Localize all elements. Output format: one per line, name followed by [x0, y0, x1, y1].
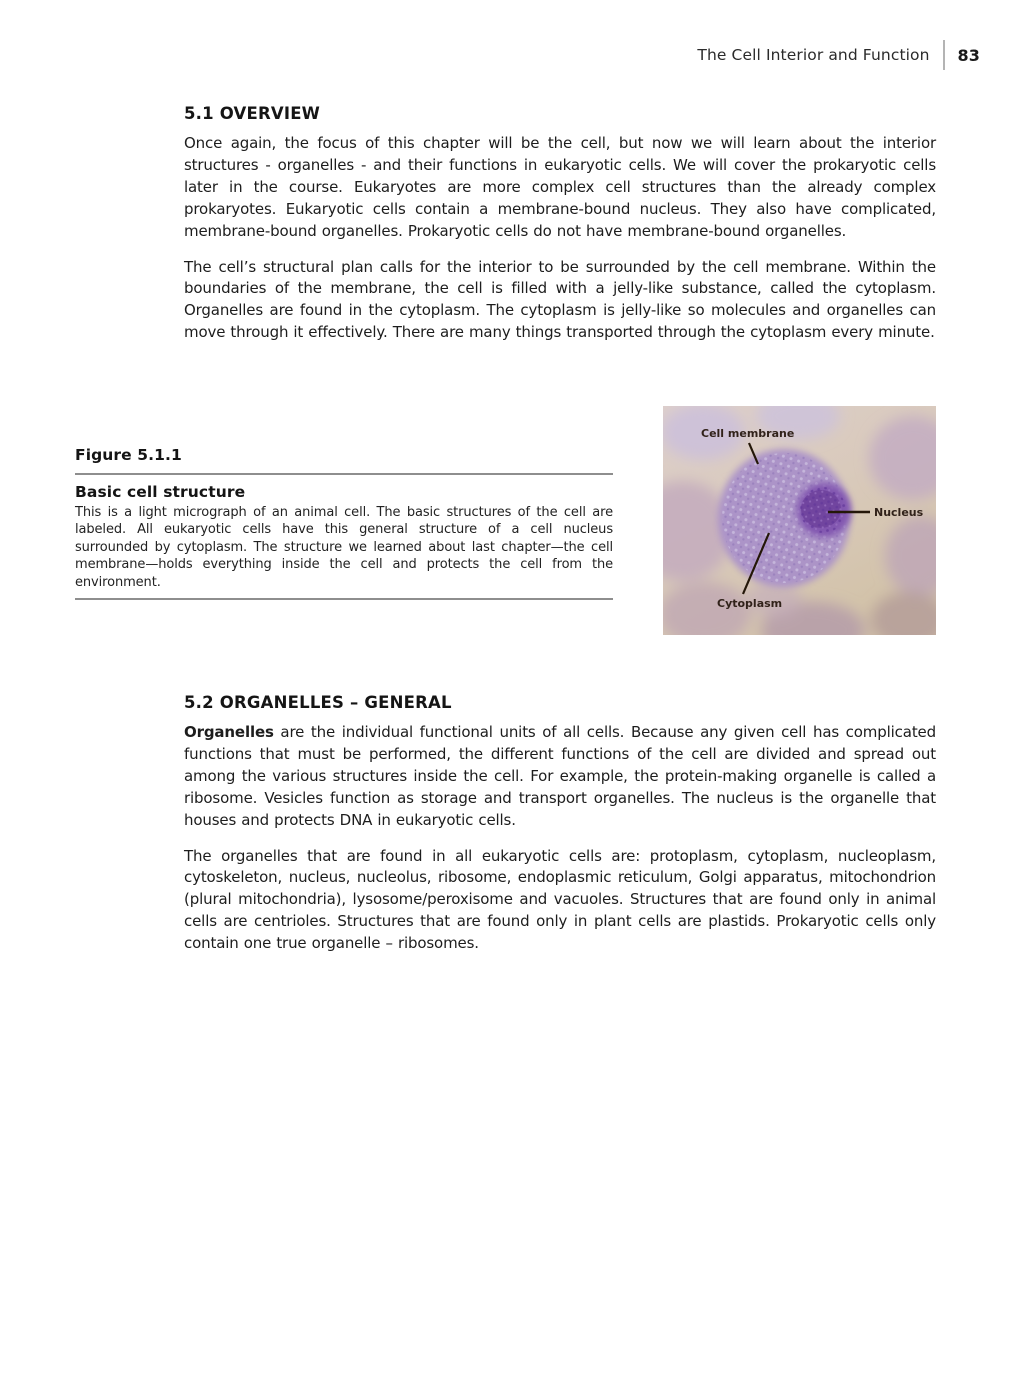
caption-rule-bottom — [75, 598, 613, 600]
section-5-2-paragraph-2: The organelles that are found in all eukaryotic cells are: protoplasm, cytoplasm, nucleoplasm, cytoskeleton, nucleus, nucleolus, ribosome, endoplasmic reticulum, Golgi apparatus, mitochondrion (plural mitochondria), lysosome/peroxisome and vacuoles. Structures that are found only in animal cells are centrioles. Structures that are found only in plant cells are plastids. Prokaryotic cells only contain one true organelle – ribosomes. — [184, 846, 936, 953]
figure-title: Basic cell structure — [75, 483, 246, 501]
section-5-1 — [184, 104, 936, 344]
section-5-1-heading: 5.1 OVERVIEW — [184, 104, 321, 123]
figure-label: Figure 5.1.1 — [75, 446, 182, 464]
section-5-2-heading: 5.2 ORGANELLES – GENERAL — [184, 693, 452, 712]
main-cell — [718, 449, 851, 587]
page-header — [697, 40, 980, 70]
section-5-1-paragraph-1: Once again, the focus of this chapter will be the cell, but now we will learn about the interior structures - organelles - and their functions in eukaryotic cells. We will cover the prokaryotic cells later in the course. Eukaryotes are more complex cell structures than the already complex prokaryotes. Eukaryotic cells contain a membrane-bound nucleus. They also have complicated, membrane-bound organelles. Prokaryotic cells do not have membrane-bound organelles. — [184, 134, 936, 240]
cytoplasm-label: Cytoplasm — [717, 597, 783, 610]
header-divider — [943, 40, 945, 70]
figure-caption-text: This is a light micrograph of an animal cell. The basic structures of the cell are labeled. All eukaryotic cells have this general structure of a cell nucleus surrounded by cytoplasm. The structure we learned about last chapter—the cell membrane—holds everything inside the cell and protects the cell from the environment. — [75, 505, 613, 590]
cell-micrograph-figure — [663, 406, 936, 635]
section-5-1-paragraph-2: The cell’s structural plan calls for the interior to be surrounded by the cell membrane. Within the boundaries of the membrane, the cell is filled with a jelly-like substance, called the cytoplasm. Organelles are found in the cytoplasm. The cytoplasm is jelly-like so molecules and organelles can move through it effectively. There are many things transported through the cytoplasm every minute. — [184, 257, 936, 342]
figure-caption-block — [75, 446, 613, 608]
cell-micrograph-image — [663, 406, 936, 635]
page-number: 83 — [957, 45, 980, 65]
section-5-2-paragraph-1 — [184, 722, 936, 832]
section-5-2 — [184, 693, 936, 955]
caption-rule-top — [75, 473, 613, 475]
organelles-lead-word: Organelles — [184, 723, 274, 741]
nucleus-label: Nucleus — [874, 506, 924, 519]
running-title: The Cell Interior and Function — [697, 46, 930, 64]
cell-membrane-label: Cell membrane — [701, 427, 795, 440]
section-5-2-paragraph-1-rest: are the individual functional units of all cells. Because any given cell has complicated functions that must be performed, the different functions of the cell are divided and spread out among the various structures inside the cell. For example, the protein-making organelle is called a ribosome. Vesicles function as storage and transport organelles. The nucleus is the organelle that houses and protects DNA in eukaryotic cells. — [184, 723, 936, 829]
